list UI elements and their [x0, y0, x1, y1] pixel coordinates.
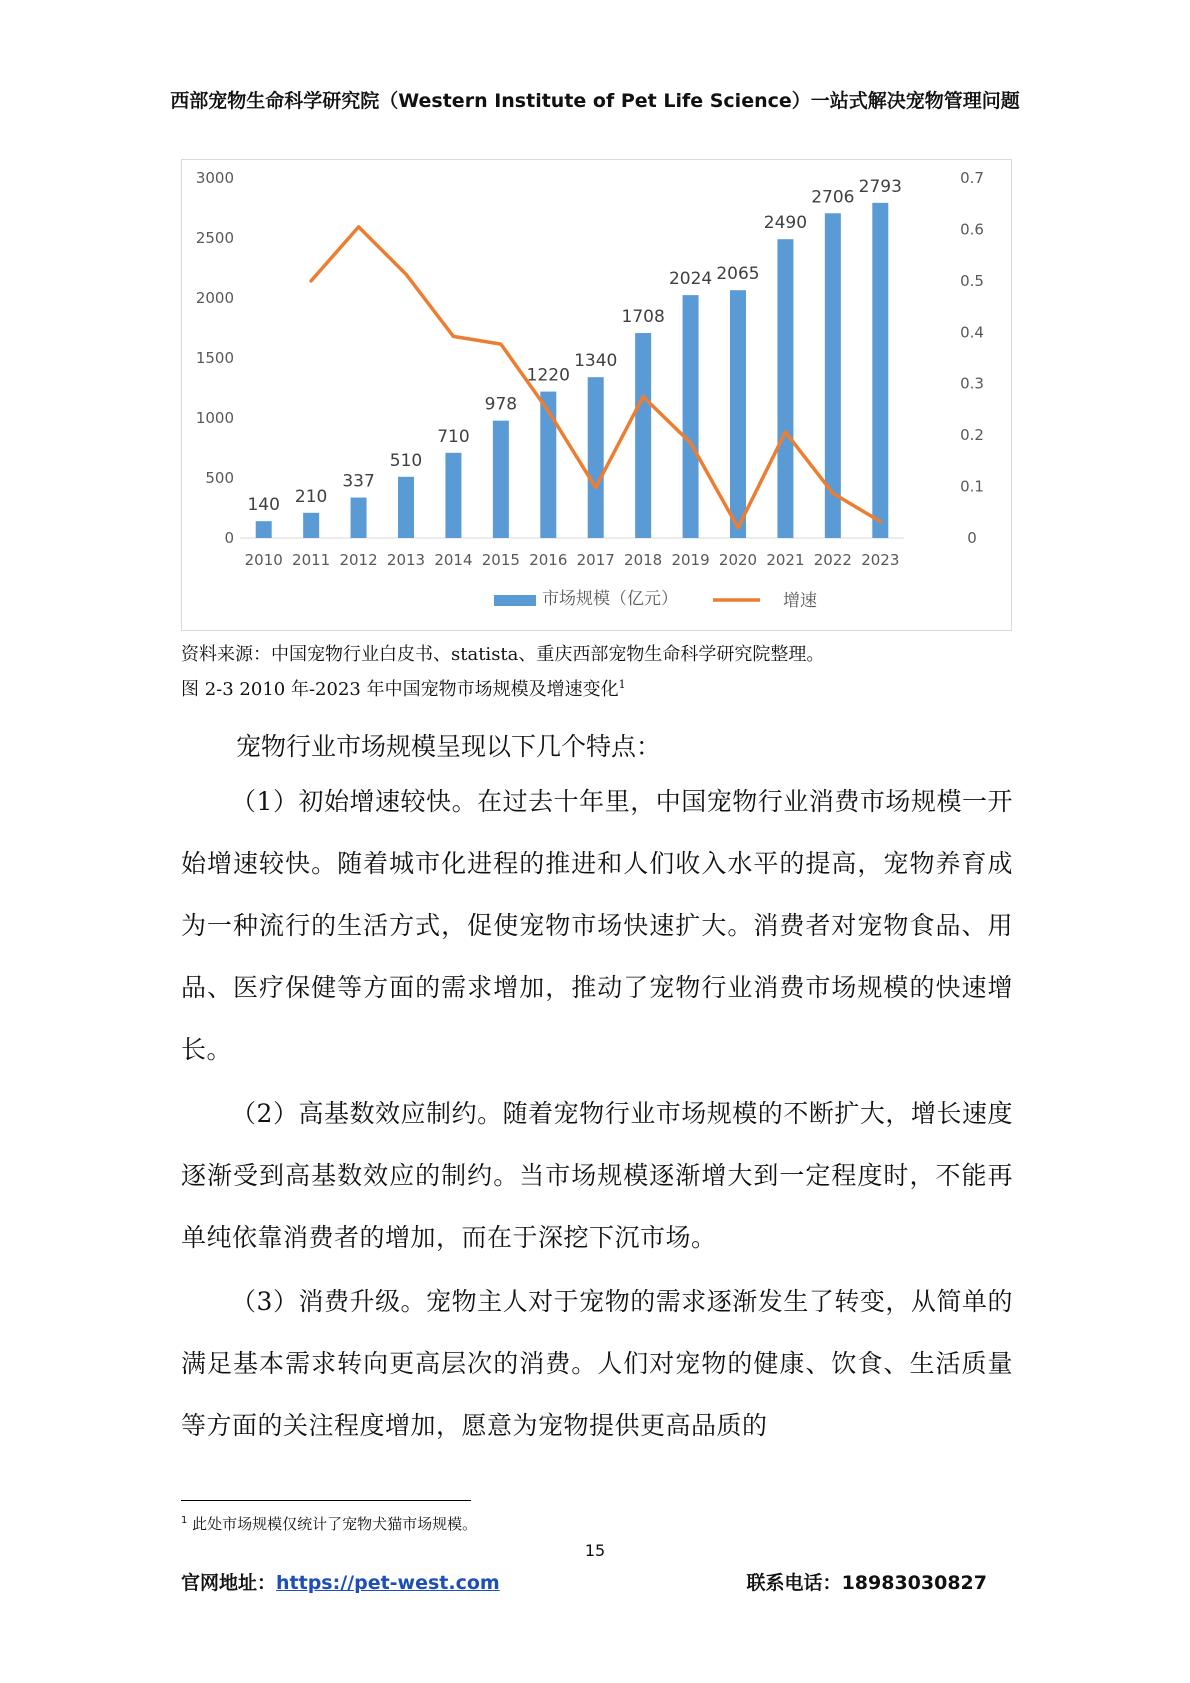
x-tick-label: 2010 — [244, 551, 283, 569]
x-tick-label: 2013 — [386, 551, 426, 569]
footer-phone — [747, 1568, 987, 1595]
bar — [825, 213, 841, 538]
bar — [493, 421, 509, 538]
combo-chart — [182, 160, 1013, 632]
y-left-tick-label: 2000 — [195, 289, 234, 307]
x-tick-label: 2017 — [576, 551, 615, 569]
bar-data-label: 710 — [437, 426, 470, 447]
page-header: 西部宠物生命科学研究院（Western Institute of Pet Life Science）一站式解决宠物管理问题 — [170, 90, 1020, 112]
bar — [588, 377, 604, 538]
y-left-tick-label: 3000 — [195, 169, 234, 187]
figure-caption-text: 图 2-3 2010 年-2023 年中国宠物市场规模及增速变化 — [181, 679, 619, 700]
footnote — [181, 1513, 477, 1534]
x-tick-label: 2016 — [529, 551, 568, 569]
y-right-tick-label: 0.3 — [960, 374, 984, 393]
legend-line-label: 增速 — [783, 591, 817, 611]
y-left-tick-label: 2500 — [195, 229, 234, 247]
y-right-tick-label: 0 — [967, 529, 977, 547]
y-right-tick-label: 0.6 — [960, 220, 984, 239]
bar-data-label: 337 — [342, 471, 375, 492]
x-tick-label: 2015 — [481, 551, 520, 569]
x-tick-label: 2021 — [766, 551, 805, 569]
bar-data-label: 2490 — [763, 213, 808, 234]
phone-label: 联系电话： — [746, 1572, 842, 1594]
x-tick-label: 2014 — [434, 551, 473, 569]
bar-data-label: 2065 — [716, 264, 760, 285]
bar-data-label: 1220 — [526, 365, 570, 386]
footnote-text: 此处市场规模仅统计了宠物犬猫市场规模。 — [192, 1515, 478, 1533]
y-left-tick-label: 500 — [205, 469, 234, 487]
paragraph-2: （2）高基数效应制约。随着宠物行业市场规模的不断扩大，增长速度逐渐受到高基数效应的制约。当市场规模逐渐增大到一定程度时，不能再单纯依靠消费者的增加，而在于深挖下沉市场。 — [181, 1099, 1013, 1252]
y-right-tick-label: 0.7 — [960, 169, 984, 187]
figure-note-mark: 1 — [618, 678, 626, 691]
x-tick-label: 2022 — [813, 551, 852, 569]
bar-data-label: 140 — [247, 495, 280, 516]
bar-data-label: 2706 — [811, 187, 855, 208]
chart-source: 资料来源：中国宠物行业白皮书、statista、重庆西部宠物生命科学研究院整理。 — [181, 644, 825, 665]
x-tick-label: 2012 — [339, 551, 378, 569]
phone-number: 18983030827 — [841, 1572, 987, 1594]
chart-container — [181, 159, 1012, 631]
bar — [872, 203, 888, 538]
x-tick-label: 2019 — [671, 551, 710, 569]
bar-data-label: 1340 — [574, 351, 618, 372]
bar — [777, 239, 793, 538]
legend-bar-label: 市场规模（亿元） — [542, 589, 678, 609]
y-left-tick-label: 1000 — [195, 409, 234, 427]
x-tick-label: 2018 — [624, 551, 663, 569]
intro-text: 宠物行业市场规模呈现以下几个特点： — [236, 732, 662, 761]
x-tick-label: 2020 — [718, 551, 758, 569]
bar — [445, 453, 461, 538]
bar-data-label: 978 — [484, 394, 518, 415]
y-right-tick-label: 0.1 — [960, 477, 984, 496]
y-right-tick-label: 0.5 — [960, 271, 984, 290]
website-link[interactable]: https://pet-west.com — [276, 1572, 500, 1594]
bar — [303, 513, 319, 538]
bar-data-label: 2024 — [668, 269, 713, 290]
bar — [635, 333, 651, 538]
footnote-divider — [181, 1500, 471, 1501]
paragraph-3: （3）消费升级。宠物主人对于宠物的需求逐渐发生了转变，从简单的满足基本需求转向更高层次的消费。人们对宠物的健康、饮食、生活质量等方面的关注程度增加，愿意为宠物提供更高品质的 — [181, 1287, 1013, 1440]
bar-data-label: 510 — [389, 450, 423, 471]
x-tick-label: 2023 — [861, 551, 900, 569]
bar-data-label: 210 — [294, 486, 328, 507]
bar-data-label: 1708 — [621, 307, 665, 328]
bar-data-label: 2793 — [858, 176, 902, 197]
bar — [683, 295, 699, 538]
bar — [398, 477, 414, 538]
legend-bar-swatch — [494, 595, 536, 606]
y-left-tick-label: 0 — [224, 529, 234, 547]
bar — [256, 521, 272, 538]
y-right-tick-label: 0.2 — [960, 426, 984, 445]
footer-website — [181, 1568, 500, 1595]
paragraph-1: （1）初始增速较快。在过去十年里，中国宠物行业消费市场规模一开始增速较快。随着城市化进程的推进和人们收入水平的提高，宠物养育成为一种流行的生活方式，促使宠物市场快速扩大。消费者对宠物食品、用品、医疗保健等方面的需求增加，推动了宠物行业消费市场规模的快速增长。 — [181, 787, 1013, 1064]
page-number: 15 — [584, 1541, 606, 1560]
y-left-tick-label: 1500 — [195, 349, 234, 367]
figure-caption — [181, 672, 626, 703]
bar — [730, 290, 746, 538]
bar — [351, 498, 367, 538]
x-tick-label: 2011 — [292, 551, 331, 569]
website-label: 官网地址： — [181, 1572, 277, 1594]
y-right-tick-label: 0.4 — [960, 323, 984, 342]
footnote-mark: 1 — [181, 1515, 188, 1526]
